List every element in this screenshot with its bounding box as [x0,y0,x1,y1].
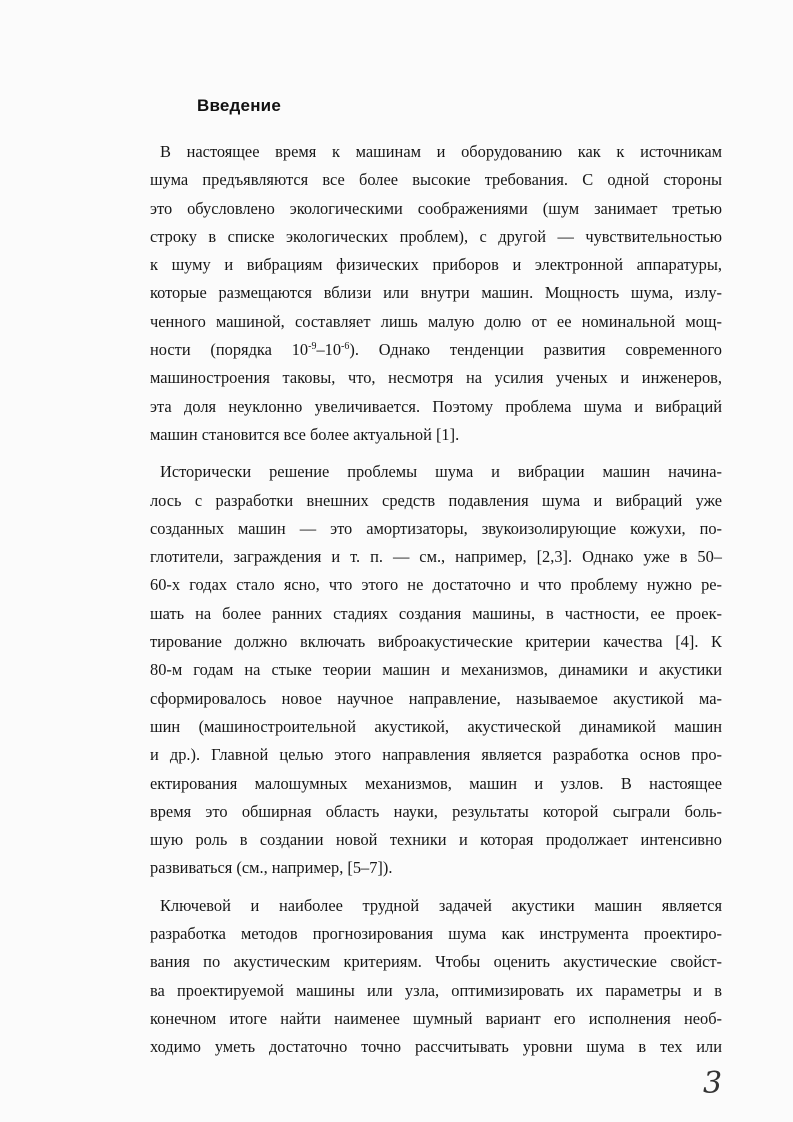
text-line: время это обширная область науки, результаты которой сыграли боль- [150,801,722,821]
text-line: В настоящее время к машинам и оборудованию как к источникам [160,142,722,161]
superscript-exponent: -6 [341,341,350,353]
text-line: вания по акустическим критериям. Чтобы оценить акустические свойст- [150,952,722,972]
text-line: это обусловлено экологическими соображениями (шум занимает третью [150,198,722,218]
text-line: шума предъявляются все более высокие требования. С одной стороны [150,170,722,190]
text-line: 60-х годах стало ясно, что этого не достаточно и что проблему нужно ре- [150,575,722,595]
page-number: 3 [703,1066,723,1101]
text-line: строку в списке экологических проблем), с другой — чувствительностью [150,226,722,246]
text-segment: –10 [316,340,342,360]
text-line: машиностроения таковы, что, несмотря на усилия ученых и инженеров, [150,368,722,388]
section-heading: Введение [197,96,281,115]
text-line: ходимо уметь достаточно точно рассчитывать уровни шума в тех или [150,1037,722,1057]
text-line: конечном итоге найти наименее шумный вариант его исполнения необ- [150,1008,722,1028]
text-line: которые размещаются вблизи или внутри машин. Мощность шума, излу- [150,283,722,303]
body-text [150,138,722,1062]
paragraph-gap [150,449,722,458]
text-line-with-superscript [150,336,722,364]
text-line: Ключевой и наиболее трудной задачей акустики машин является [160,895,722,915]
text-line: машин становится все более актуальной [1]. [150,424,460,444]
text-segment: ности (порядка 10 [150,340,309,360]
text-segment: ). Однако тенденции развития современного [349,340,722,360]
text-line: ектирования малошумных механизмов, машин и узлов. В настоящее [150,773,722,793]
text-line: лось с разработки внешних средств подавления шума и вибраций уже [150,490,722,510]
text-line: сформировалось новое научное направление, называемое акустикой ма- [150,688,722,708]
text-line: эта доля неуклонно увеличивается. Поэтому проблема шума и вибраций [150,396,722,416]
text-line: шин (машиностроительной акустикой, акустической динамикой машин [150,716,722,736]
text-line: 80-м годам на стыке теории машин и механизмов, динамики и акустики [150,660,722,680]
text-line: развиваться (см., например, [5–7]). [150,858,393,878]
text-line: тирование должно включать виброакустические критерии качества [4]. К [150,632,722,652]
superscript-exponent: -9 [308,341,317,353]
text-line: созданных машин — это амортизаторы, звукоизолирующие кожухи, по- [150,518,722,538]
text-line: к шуму и вибрациям физических приборов и электронной аппаратуры, [150,255,722,275]
text-line: шую роль в создании новой техники и которая продолжает интенсивно [150,830,722,850]
text-line: и др.). Главной целью этого направления является разработка основ про- [150,745,722,765]
paragraph-gap [150,883,722,892]
text-line: разработка методов прогнозирования шума как инструмента проектиро- [150,924,722,944]
text-line: ва проектируемой машины или узла, оптимизировать их параметры и в [150,980,722,1000]
text-line: ченного машиной, составляет лишь малую долю от ее номинальной мощ- [150,311,722,331]
text-line: глотители, заграждения и т. п. — см., например, [2,3]. Однако уже в 50– [150,547,722,567]
text-line: шать на более ранних стадиях создания машины, в частности, ее проек- [150,603,722,623]
text-line: Исторически решение проблемы шума и вибрации машин начина- [160,462,722,482]
